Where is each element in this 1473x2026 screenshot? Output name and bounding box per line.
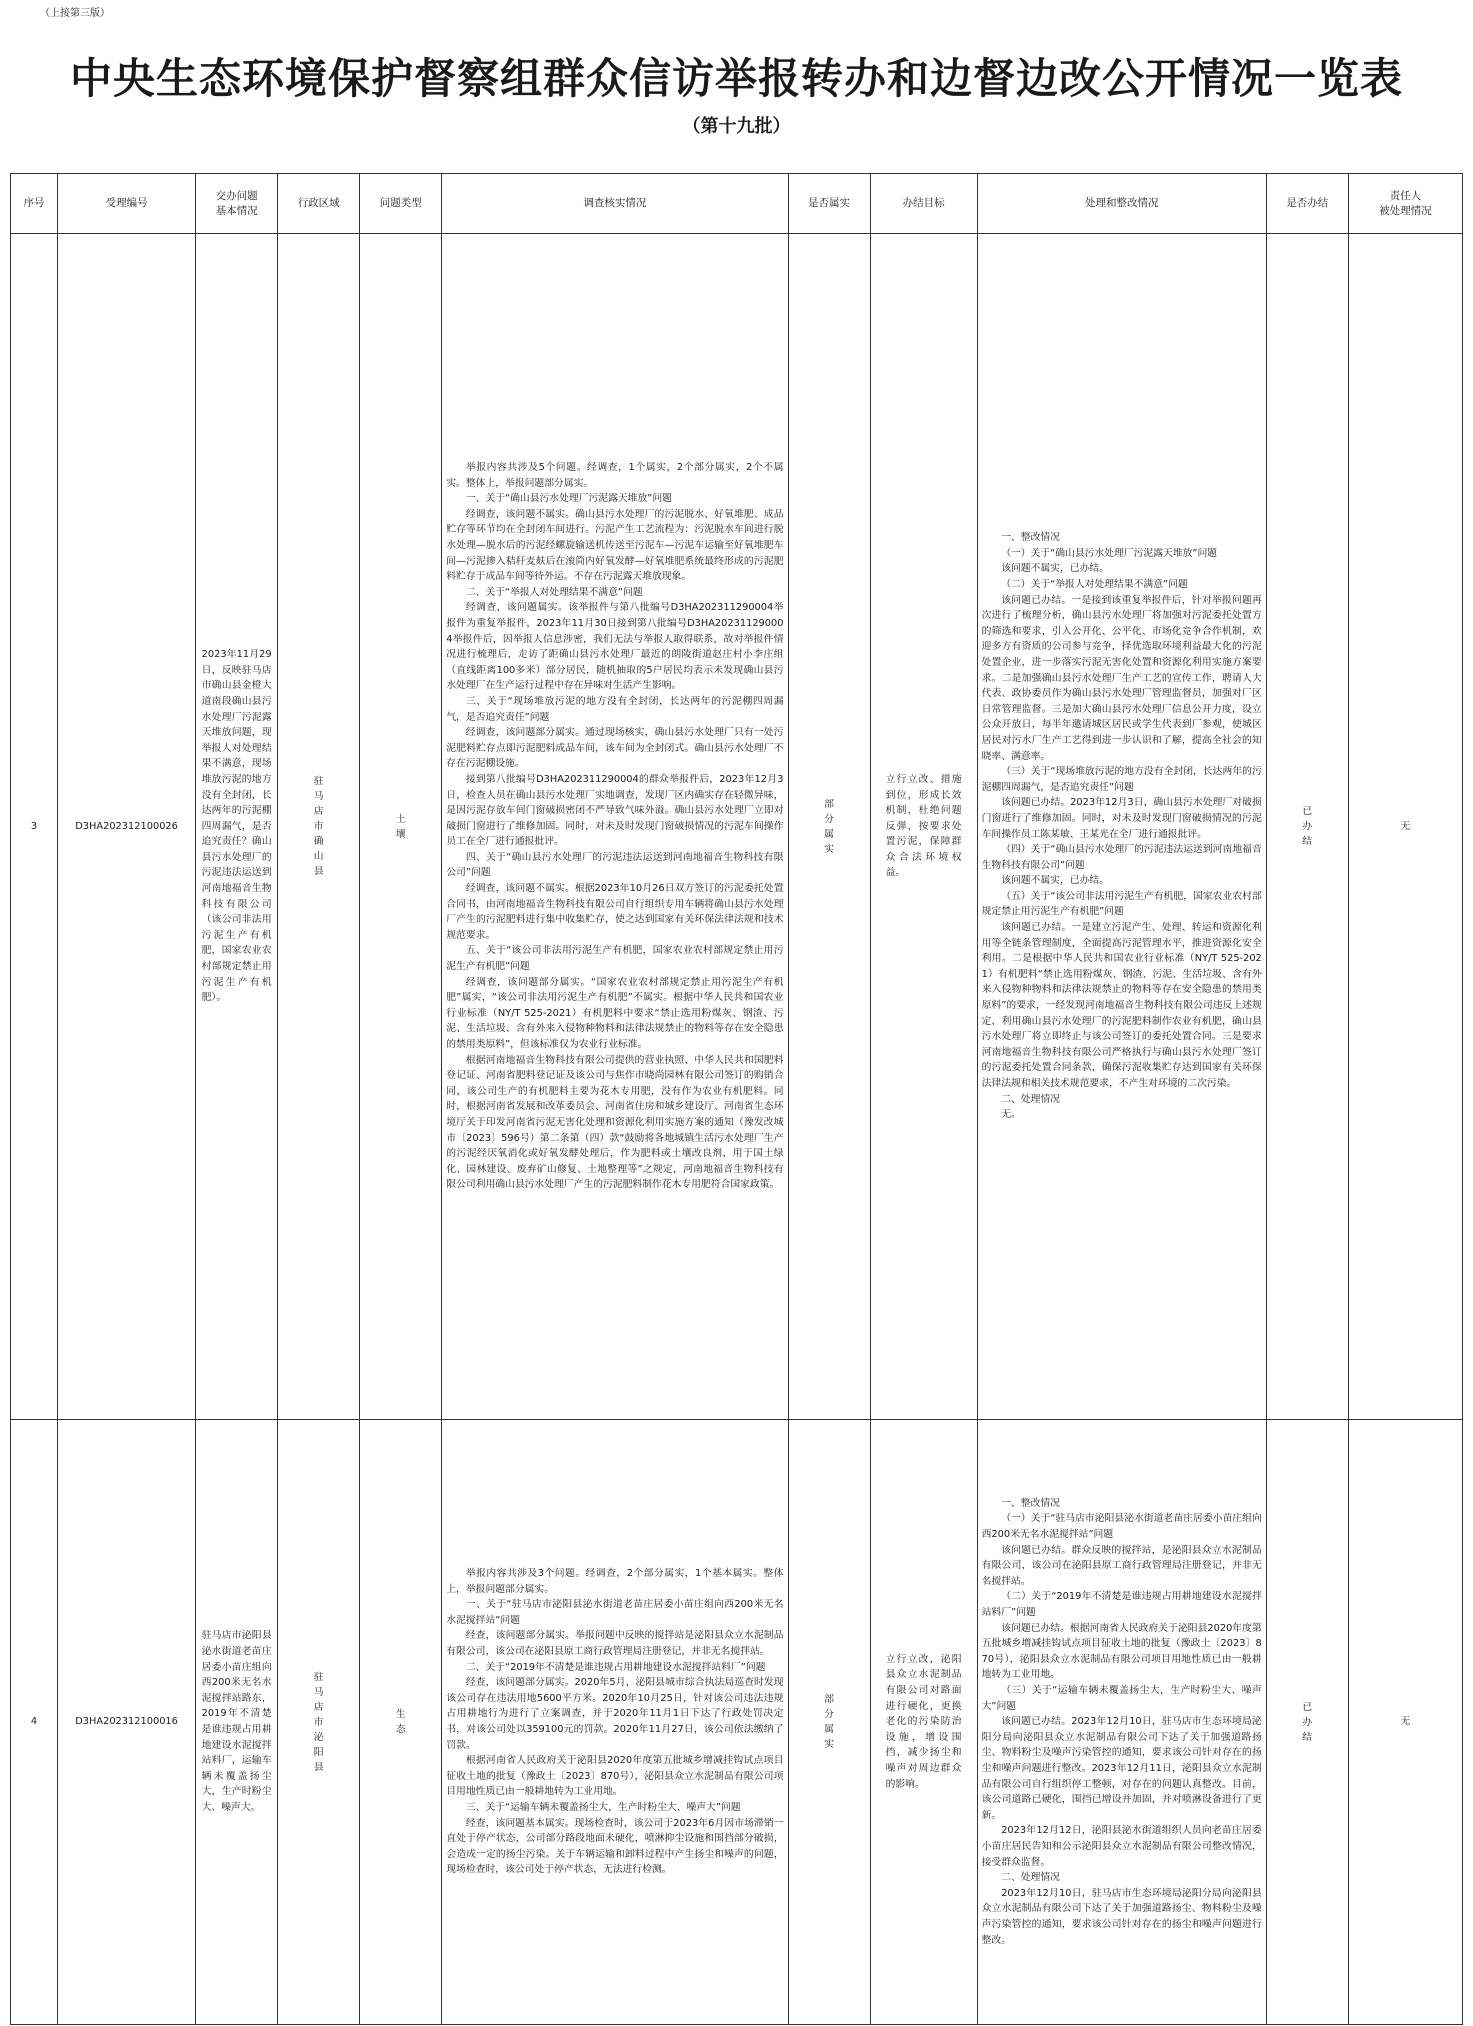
row-issue bbox=[196, 1420, 278, 2025]
handling-para: （四）关于“确山县污水处理厂的污泥违法运送到河南地福音生物科技有限公司”问题 bbox=[981, 844, 1262, 871]
handling-para: （五）关于“该公司非法用污泥生产有机肥，国家农业农村部规定禁止用污泥生产有机肥”问题 bbox=[981, 890, 1262, 918]
handling-para: 无。 bbox=[1001, 1109, 1021, 1121]
row-verified bbox=[788, 234, 870, 1420]
row-verified bbox=[788, 1420, 870, 2025]
handling-para: 该问题已办结。群众反映的搅拌站，是泌阳县众立水泥制品有限公司，该公司在泌阳县原工商行政管理局注册登记，并非无名搅拌站。 bbox=[981, 1544, 1262, 1587]
row-handling bbox=[977, 234, 1266, 1420]
row-region bbox=[278, 1420, 360, 2025]
handling-para: 该问题不属实，已办结。 bbox=[1001, 563, 1109, 575]
investigation-para: 四、关于“确山县污水处理厂的污泥违法运送到河南地福音生物科技有限公司”问题 bbox=[446, 851, 784, 879]
investigation-para: 三、关于“运输车辆未覆盖扬尘大，生产时粉尘大、噪声大”问题 bbox=[465, 1801, 741, 1813]
handling-para: 2023年12月10日，驻马店市生态环境局泌阳分局向泌阳县众立水泥制品有限公司下达了关于加强道路扬尘、物料粉尘及噪声污染管控的通知，要求该公司针对存在的扬尘和噪声问题进行整改。 bbox=[981, 1887, 1262, 1946]
header-handling: 处理和整改情况 bbox=[977, 174, 1266, 234]
investigation-para: 根据河南省人民政府关于泌阳县2020年度第五批城乡增减挂钩试点项目征收土地的批复（豫政土〔2023〕870号），泌阳县众立水泥制品有限公司项目用地性质已由一般耕地转为工业用地。 bbox=[446, 1755, 784, 1798]
investigation-para: 经查，该问题部分属实。举报问题中反映的搅拌站是泌阳县众立水泥制品有限公司，该公司在泌阳县原工商行政管理局注册登记，并非无名搅拌站。 bbox=[446, 1630, 784, 1658]
table-row bbox=[11, 234, 1463, 1420]
handling-para: （一）关于“驻马店市泌阳县泌水街道老苗庄居委小苗庄组向西200米无名水泥搅拌站”问题 bbox=[981, 1513, 1262, 1541]
row-accountability: 无 bbox=[1348, 234, 1462, 1420]
handling-para: 2023年12月12日，泌阳县泌水街道组织人员向老苗庄居委小苗庄居民告知和公示泌阳县众立水泥制品有限公司整改情况，接受群众监督。 bbox=[981, 1825, 1262, 1868]
investigation-para: 二、关于“举报人对处理结果不满意”问题 bbox=[465, 586, 643, 598]
header-region: 行政区域 bbox=[278, 174, 360, 234]
row-closed bbox=[1266, 1420, 1348, 2025]
row-goal-text: 立行立改、措施到位，形成长效机制，杜绝问题反弹，按要求处置污泥，保障群众合法环境权益。 bbox=[885, 773, 962, 879]
investigation-para: 举报内容共涉及5个问题。经调查，1个属实，2个部分属实，2个不属实。整体上，举报问题部分属实。 bbox=[446, 462, 784, 489]
investigation-para: 经调查，该问题不属实。根据2023年10月26日双方签订的污泥委托处置合同书，由河南地福音生物科技有限公司自行组织专用车辆将确山县污水处理厂产生的污泥肥料进行集中收集贮存，使之达到国家有关环保法律法规和技术规范要求。 bbox=[446, 883, 784, 941]
investigation-para: 经调查，该问题属实。该举报件与第八批编号D3HA202311290004举报件为重复举报件，2023年11月30日接到第八批编号D3HA202311290004举报件后，因举报人信息涉密，我们无法与举报人取得联系，故对举报件情况进行梳理后，走访了距确山县污水处理厂最近的朗陵街道赵庄村小李庄组（直线距离100多米）部分居民，随机抽取的5户居民均表示未发现确山县污水处理厂在生产运行过程中存在异味对生活产生影响。 bbox=[446, 602, 784, 692]
row-handling bbox=[977, 1420, 1266, 2025]
page-title: 中央生态环境保护督察组群众信访举报转办和边督边改公开情况一览表 bbox=[69, 54, 1403, 103]
investigation-para: 二、关于“2019年不清楚是谁违规占用耕地建设水泥搅拌站料厂”问题 bbox=[465, 1661, 766, 1673]
handling-para: （三）关于“运输车辆未覆盖扬尘大，生产时粉尘大、噪声大”问题 bbox=[981, 1685, 1262, 1712]
header-issue: 交办问题 基本情况 bbox=[196, 174, 278, 234]
handling-para: 该问题已办结。2023年12月3日，确山县污水处理厂对破损门窗进行了维修加固。同时，对未及时发现门窗破损情况的污泥车间操作员工陈某敏、王某光在全厂进行通报批评。 bbox=[981, 797, 1262, 840]
handling-para: 该问题已办结。一是建立污泥产生、处理、转运和资源化利用等全链条管理制度，全面提高污泥管理水平，推进资源化安全利用。二是根据中华人民共和国农业行业标准（NY/T 525-2021）有机肥料“禁止选用粉煤灰、钢渣、污泥、生活垃圾、含有外来入侵物种物料和法律法规禁止的物料等存在安全隐患的禁用类原料”的要求，一经发现河南地福音生物科技有限公司违反上述规定，利用确山县污水处理厂的污泥肥料制作农业有机肥，确山县污水处理厂将立即终止与该公司签订的委托处置合同。三是要求河南地福音生物科技有限公司严格执行与确山县污水处理厂签订的污泥委托处置合同条款，确保污泥收集贮存达到国家有关环保法律法规和相关技术规范要求，不产生对环境的二次污染。 bbox=[981, 922, 1262, 1089]
row-verified-text: 部分属实 bbox=[824, 1694, 834, 1750]
handling-para: 该问题不属实，已办结。 bbox=[1001, 875, 1109, 887]
row-type bbox=[360, 1420, 442, 2025]
row-issue bbox=[196, 234, 278, 1420]
row-type-text: 土壤 bbox=[395, 813, 406, 840]
header-id: 受理编号 bbox=[58, 174, 196, 234]
handling-para: （二）关于“2019年不清楚是谁违规占用耕地建设水泥搅拌站料厂”问题 bbox=[981, 1591, 1262, 1619]
investigation-para: 根据河南地福音生物科技有限公司提供的营业执照、中华人民共和国肥料登记证、河南省肥料登记证及该公司与焦作市晓尚园林有限公司签订的购销合同，该公司生产的有机肥料主要为花木专用肥，没有作为农业有机肥料。同时，根据河南省发展和改革委员会、河南省住房和城乡建设厅、河南省生态环境厅关于印发河南省污泥无害化处理和资源化利用实施方案的通知（豫发改城市〔2023〕596号）第二条第（四）款“鼓励将各地城镇生活污水处理厂生产的污泥经厌氧消化或好氧发酵处理后，作为肥料或土壤改良剂，用于国土绿化、园林建设、废弃矿山修复、土地整理等”之规定，河南地福音生物科技有限公司利用确山县污水处理厂产生的污泥肥料制作花木专用肥符合国家政策。 bbox=[446, 1054, 784, 1191]
investigation-para: 三、关于“现场堆放污泥的地方没有全封闭，长达两年的污泥棚四周漏气，是否追究责任”问题 bbox=[446, 695, 784, 723]
investigation-para: 经调查，该问题不属实。确山县污水处理厂的污泥脱水、好氧堆肥、成品贮存等环节均在全封闭车间进行。污泥产生工艺流程为：污泥脱水车间进行脱水处理—脱水后的污泥经螺旋输送机传送至污泥车—污泥车运输至好氧堆肥车间—污泥掺入秸秆麦麸后在滚筒内好氧发酵—好氧堆肥系统最终形成的污泥肥料贮存于成品车间等待外运。不存在污泥露天堆放现象。 bbox=[446, 508, 784, 583]
row-seq: 4 bbox=[11, 1420, 58, 2025]
row-id: D3HA202312100016 bbox=[58, 1420, 196, 2025]
row-verified-text: 部分属实 bbox=[824, 798, 834, 855]
handling-para: 一、整改情况 bbox=[1001, 532, 1060, 544]
handling-para: 二、处理情况 bbox=[1001, 1872, 1060, 1884]
handling-para: 二、处理情况 bbox=[1001, 1093, 1060, 1105]
handling-para: （三）关于“现场堆放污泥的地方没有全封闭，长达两年的污泥棚四周漏气，是否追究责任”问题 bbox=[981, 766, 1262, 793]
investigation-para: 经查，该问题基本属实。现场检查时，该公司于2023年6月因市场滞销一直处于停产状态，公司部分路段地面未硬化，喷淋抑尘设施和围挡部分破损，会造成一定的扬尘污染。关于车辆运输和卸料过程中产生扬尘和噪声的问题，现场检查时，该公司处于停产状态，无法进行检测。 bbox=[446, 1817, 784, 1876]
row-issue-text: 2023年11月29日，反映驻马店市确山县金橙大道南段确山县污水处理厂污泥露天堆放问题，现举报人对处理结果不满意，现场堆放污泥的地方没有全封闭，长达两年的污泥棚四周漏气，是否追究责任？确山县污水处理厂的污泥违法运送到河南地福音生物科技有限公司（该公司非法用污泥生产有机肥，国家农业农村部规定禁止用污泥生产有机肥）。 bbox=[201, 649, 272, 1004]
handling-para: 一、整改情况 bbox=[1001, 1497, 1060, 1509]
row-investigation bbox=[442, 234, 788, 1420]
row-type-text: 生态 bbox=[395, 1709, 406, 1735]
investigation-para: 五、关于“该公司非法用污泥生产有机肥，国家农业农村部规定禁止用污泥生产有机肥”问题 bbox=[446, 945, 784, 973]
investigation-para: 一、关于“驻马店市泌阳县泌水街道老苗庄居委小苗庄组向西200米无名水泥搅拌站”问题 bbox=[446, 1599, 784, 1626]
header-goal: 办结目标 bbox=[870, 174, 977, 234]
handling-para: （一）关于“确山县污水处理厂污泥露天堆放”问题 bbox=[1001, 547, 1218, 559]
header-type: 问题类型 bbox=[360, 174, 442, 234]
handling-para: 该问题已办结。根据河南省人民政府关于泌阳县2020年度第五批城乡增减挂钩试点项目征收土地的批复（豫政土〔2023〕870号），泌阳县众立水泥制品有限公司项目用地性质已由一般耕地转为工业用地。 bbox=[981, 1622, 1262, 1681]
header-accountability: 责任人 被处理情况 bbox=[1348, 174, 1462, 234]
header-investigation: 调查核实情况 bbox=[442, 174, 788, 234]
handling-para: 该问题已办结。一是接到该重复举报件后，针对举报问题再次进行了梳理分析，确山县污水处理厂将加强对污泥委托处置方的筛选和要求，引入公开化、公平化、市场化竞争合作机制，欢迎多方有资质的公司参与竞争，择优选取环境利益最大化的污泥处置企业，进一步落实污泥无害化处置和资源化利用实施方案要求。二是加强确山县污水处理厂生产工艺的宣传工作，聘请人大代表、政协委员作为确山县污水处理厂管理监督员，加强对厂区日常管理监督。三是加大确山县污水处理厂信息公开力度，设立公众开放日，每半年邀请城区居民或学生代表到厂参观，使城区居民对污水厂生产工艺得到进一步认识和了解，提高全社会的知晓率、满意率。 bbox=[981, 594, 1262, 762]
row-closed-text: 已办结 bbox=[1302, 806, 1313, 847]
row-type bbox=[360, 234, 442, 1420]
row-closed bbox=[1266, 234, 1348, 1420]
row-goal bbox=[870, 234, 977, 1420]
header-verified: 是否属实 bbox=[788, 174, 870, 234]
header-closed: 是否办结 bbox=[1266, 174, 1348, 234]
handling-para: 该问题已办结。2023年12月10日，驻马店市生态环境局泌阳分局向泌阳县众立水泥制品有限公司下达了关于加强道路扬尘、物料粉尘及噪声污染管控的通知，要求该公司针对存在的扬尘和噪声问题进行整改。2023年12月11日，泌阳县众立水泥制品有限公司自行组织停工整顿，对存在的问题认真整改。目前，该公司道路已硬化，围挡已增设并加固，并对喷淋设备进行了更新。 bbox=[981, 1716, 1262, 1821]
row-closed-text: 已办结 bbox=[1302, 1701, 1313, 1743]
row-goal bbox=[870, 1420, 977, 2025]
table-header bbox=[11, 174, 1463, 234]
handling-para: （二）关于“举报人对处理结果不满意”问题 bbox=[1001, 579, 1188, 590]
row-region bbox=[278, 234, 360, 1420]
investigation-para: 接到第八批编号D3HA202311290004的群众举报件后，2023年12月3日，检查人员在确山县污水处理厂实地调查，发现厂区内确实存在轻微异味，是因污泥存放车间门窗破损密闭不严导致气味外溢。确山县污水处理厂立即对破损门窗进行了维修加固。同时，对未及时发现门窗破损情况的污泥车间操作员工在全厂进行通报批评。 bbox=[446, 773, 784, 848]
page-subtitle: （第十九批） bbox=[682, 116, 791, 137]
investigation-para: 经查，该问题部分属实。2020年5月，泌阳县城市综合执法局巡查时发现该公司存在违法用地5600平方米。2020年10月25日，针对该公司违法违规占用耕地行为进行了立案调查，并于2020年11月1日下达了行政处罚决定书，对该公司处以359100元的罚款。2020年11月27日，该公司依法缴纳了罚款。 bbox=[446, 1677, 784, 1751]
table-row bbox=[11, 1420, 1463, 2025]
investigation-para: 经调查，该问题部分属实。“国家农业农村部规定禁止用污泥生产有机肥”属实，“该公司非法用污泥生产有机肥”不属实。根据中华人民共和国农业行业标准（NY/T 525-2021）有机肥料中要求“禁止选用粉煤灰、钢渣、污泥、生活垃圾、含有外来入侵物种物料和法律法规禁止的物料等存在安全隐患的禁用类原料”，但该标准仅为农业行业标准。 bbox=[446, 976, 784, 1051]
row-investigation bbox=[442, 1420, 788, 2025]
row-goal-text: 立行立改，泌阳县众立水泥制品有限公司对路面进行硬化，更换老化的污染防治设施，增设围挡，减少扬尘和噪声对周边群众的影响。 bbox=[885, 1653, 962, 1790]
row-id: D3HA202312100026 bbox=[58, 234, 196, 1420]
row-region-text: 驻马店市确山县 bbox=[313, 776, 324, 877]
row-seq: 3 bbox=[11, 234, 58, 1420]
row-region-text: 驻马店市泌阳县 bbox=[313, 1671, 324, 1773]
row-accountability: 无 bbox=[1348, 1420, 1462, 2025]
row-issue-text: 驻马店市泌阳县泌水街道老苗庄居委小苗庄组向西200米无名水泥搅拌站路东，2019年不清楚是谁违规占用耕地建设水泥搅拌站料厂，运输车辆未覆盖扬尘大，生产时粉尘大、噪声大。 bbox=[201, 1630, 272, 1813]
continued-note: （上接第三版） bbox=[40, 8, 110, 19]
investigation-para: 经调查，该问题部分属实。通过现场核实，确山县污水处理厂只有一处污泥肥料贮存点即污泥肥料成品车间，该车间为全封闭式。确山县污水处理厂不存在污泥棚设施。 bbox=[446, 727, 784, 770]
header-seq: 序号 bbox=[11, 174, 58, 234]
investigation-para: 举报内容共涉及3个问题。经调查，2个部分属实，1个基本属实。整体上，举报问题部分属实。 bbox=[446, 1568, 784, 1595]
report-table bbox=[10, 173, 1463, 2025]
investigation-para: 一、关于“确山县污水处理厂污泥露天堆放”问题 bbox=[465, 493, 672, 505]
